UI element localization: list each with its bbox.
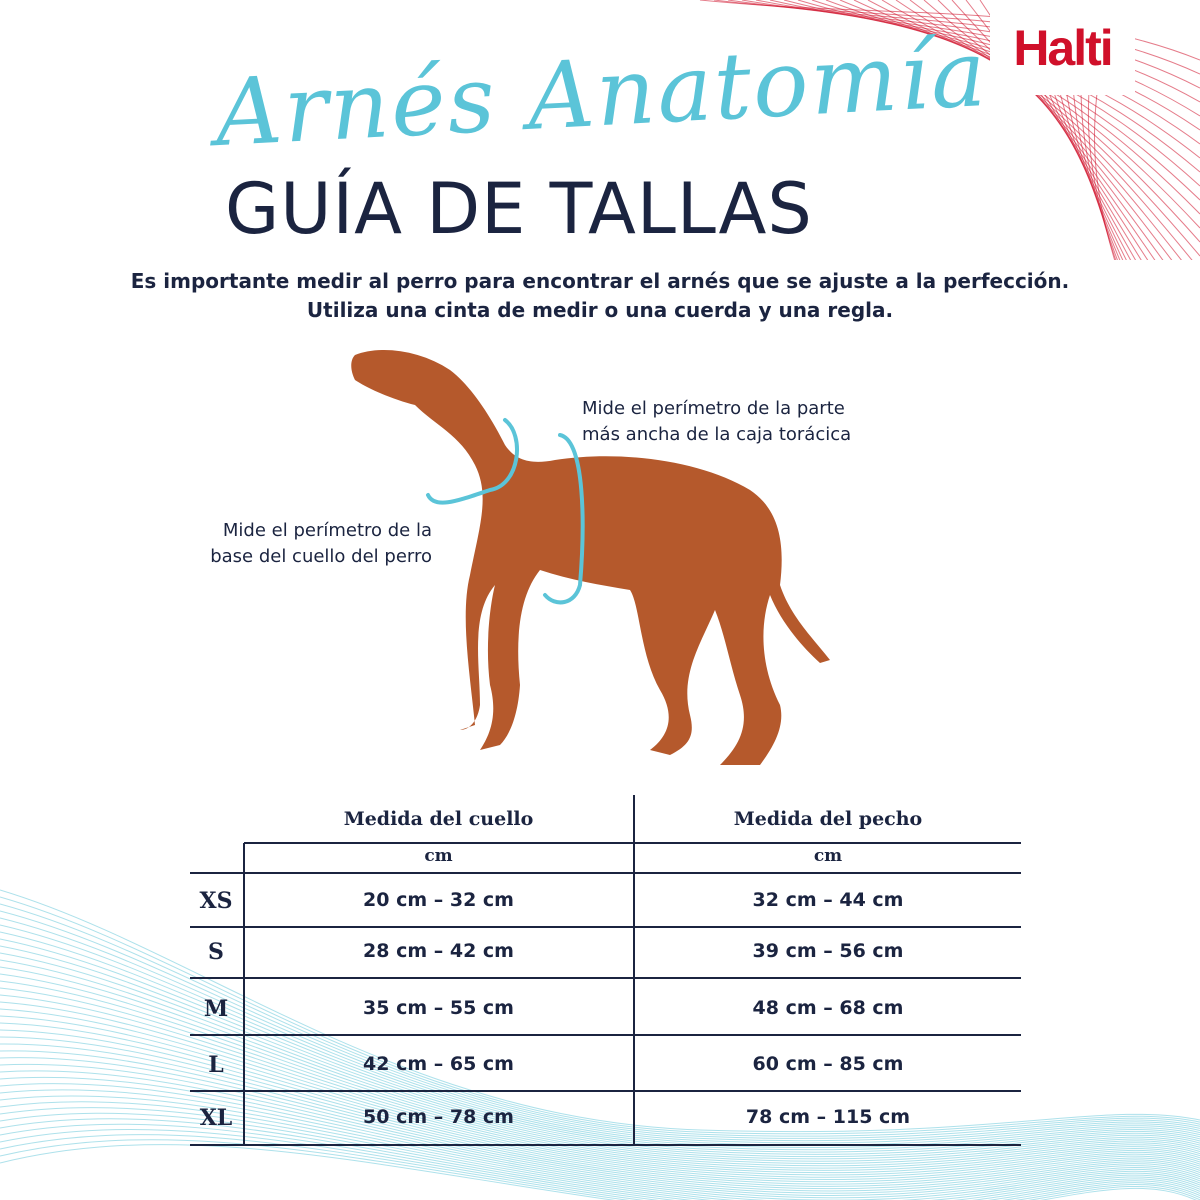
neck-range: 20 cm – 32 cm	[363, 889, 514, 911]
size-label: M	[203, 996, 229, 1022]
table-rule	[244, 842, 1021, 844]
table-rule	[190, 977, 1021, 979]
neck-range: 42 cm – 65 cm	[363, 1053, 514, 1075]
product-script-title: Arnés Anatomía	[212, 19, 991, 168]
chest-range: 60 cm – 85 cm	[752, 1053, 904, 1075]
chest-range: 32 cm – 44 cm	[752, 889, 904, 911]
unit-chest: cm	[813, 846, 843, 866]
size-label: XS	[199, 888, 233, 914]
column-header-chest: Medida del pecho	[733, 808, 923, 830]
neck-range: 28 cm – 42 cm	[363, 940, 514, 962]
chest-range: 39 cm – 56 cm	[752, 940, 904, 962]
chest-annotation	[582, 396, 851, 448]
table-rule	[190, 926, 1021, 928]
chest-annotation-line-1: Mide el perímetro de la parte	[582, 398, 845, 419]
table-rule	[190, 1144, 1021, 1146]
neck-range: 35 cm – 55 cm	[363, 997, 514, 1019]
table-rule	[190, 1034, 1021, 1036]
neck-annotation-line-2: base del cuello del perro	[210, 546, 432, 567]
size-label: XL	[199, 1105, 233, 1131]
brand-logo: Halti	[990, 0, 1135, 95]
neck-annotation-line-1: Mide el perímetro de la	[222, 520, 432, 541]
chest-range: 48 cm – 68 cm	[752, 997, 904, 1019]
page-title: GUÍA DE TALLAS	[225, 168, 813, 250]
chest-range: 78 cm – 115 cm	[745, 1106, 911, 1128]
table-rule	[190, 872, 1021, 874]
intro-line-1: Es importante medir al perro para encontrar el arnés que se ajuste a la perfección.	[130, 269, 1070, 293]
size-label: S	[208, 939, 224, 965]
neck-annotation	[190, 518, 432, 570]
unit-neck: cm	[424, 846, 453, 866]
table-rule	[190, 1090, 1021, 1092]
column-header-neck: Medida del cuello	[343, 808, 534, 830]
intro-line-2: Utiliza una cinta de medir o una cuerda y una regla.	[306, 298, 894, 322]
size-label: L	[208, 1052, 224, 1078]
neck-range: 50 cm – 78 cm	[363, 1106, 514, 1128]
chest-annotation-line-2: más ancha de la caja torácica	[582, 424, 852, 445]
